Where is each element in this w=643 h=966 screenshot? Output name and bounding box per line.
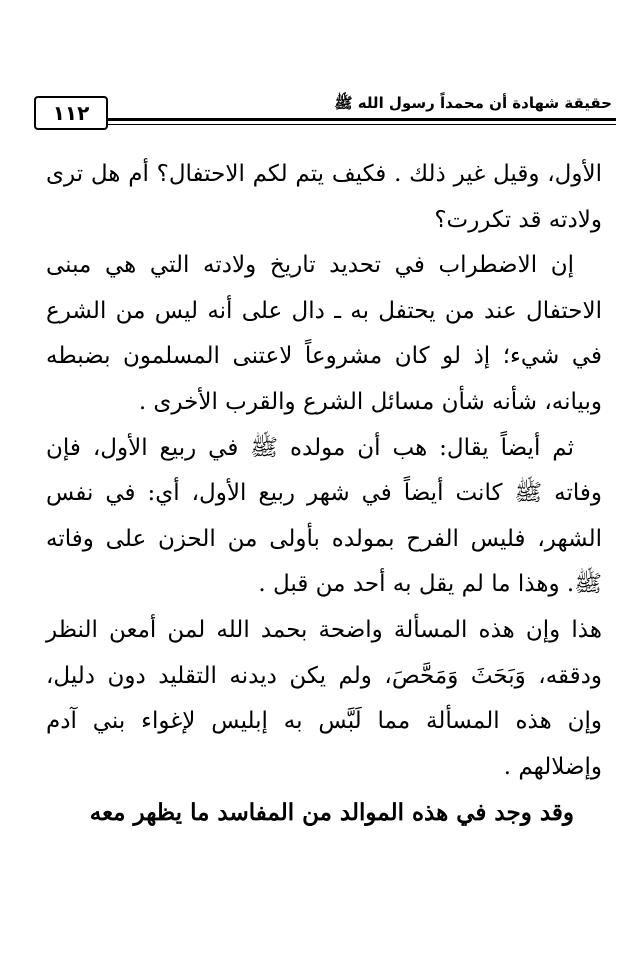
running-title: حقيقة شهادة أن محمداً رسول الله ﷺ	[334, 94, 612, 112]
paragraph-2: إن الاضطراب في تحديد تاريخ ولادته التي هي مبنى الاحتفال عند من يحتفل به ـ دال على أنه ليس من الشرع في شيء؛ إذ لو كان مشروعاً لاعتنى المسلمون بضبطه وبيانه، شأنه شأن مسائل الشرع والقرب الأخرى .	[46, 252, 602, 415]
page-number: ١١٢	[34, 96, 108, 130]
paragraph-3: ثم أيضاً يقال: هب أن مولده ﷺ في ربيع الأول، فإن وفاته ﷺ كانت أيضاً في شهر ربيع الأول، أي: في نفس الشهر، فليس الفرح بمولده بأولى من الحزن على وفاته ﷺ. وهذا ما لم يقل به أحد من قبل .	[46, 434, 602, 598]
page-body	[46, 152, 602, 836]
page-header	[34, 88, 616, 128]
paragraph-5: وقد وجد في هذه الموالد من المفاسد ما يظهر معه	[89, 799, 574, 827]
paragraph-4: هذا وإن هذه المسألة واضحة بحمد الله لمن أمعن النظر ودققه، وَبَحَثَ وَمَحَّصَ، ولم يكن ديدنه التقليد دون دليل، وإن هذه المسألة مما لَبَّس به إبليس لإغواء بني آدم وإضلالهم .	[46, 616, 602, 780]
header-rule-thin	[94, 124, 616, 125]
paragraph-1: الأول، وقيل غير ذلك . فكيف يتم لكم الاحتفال؟ أم هل ترى ولادته قد تكررت؟	[46, 161, 602, 233]
header-rule-thick	[94, 118, 616, 121]
